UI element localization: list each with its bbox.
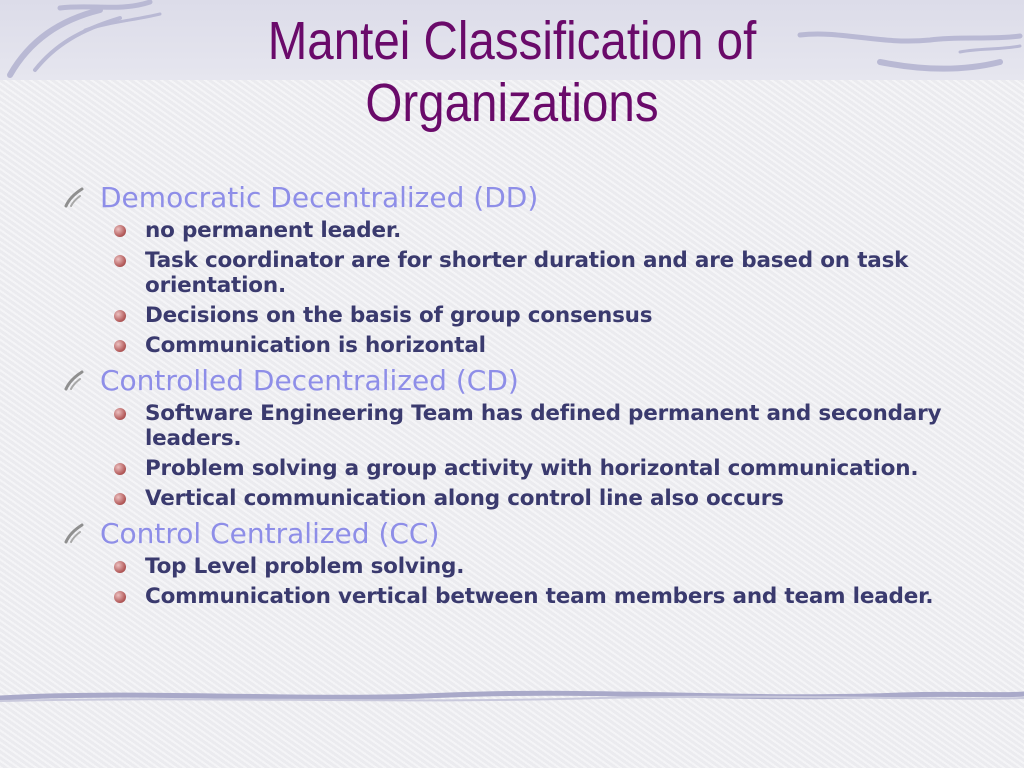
stroke-bullet-icon: [62, 369, 86, 393]
round-bullet-icon: [114, 463, 126, 475]
round-bullet-icon: [114, 408, 126, 420]
section-heading-cd: [58, 363, 978, 399]
list-item: Task coordinator are for shorter duration and are based on task orientation.: [58, 248, 978, 298]
round-bullet-icon: [114, 225, 126, 237]
slide-content: [58, 180, 978, 614]
round-bullet-icon: [114, 340, 126, 352]
decorative-swoosh-bottom: [0, 686, 1024, 710]
list-item: Decisions on the basis of group consensus: [58, 303, 978, 328]
section-heading-label: Control Centralized (CC): [100, 517, 440, 550]
list-item: Software Engineering Team has defined permanent and secondary leaders.: [58, 401, 978, 451]
list-item: Communication vertical between team members and team leader.: [58, 584, 978, 609]
round-bullet-icon: [114, 591, 126, 603]
round-bullet-icon: [114, 493, 126, 505]
list-item: Vertical communication along control line also occurs: [58, 486, 978, 511]
section-heading-dd: [58, 180, 978, 216]
section-heading-label: Controlled Decentralized (CD): [100, 364, 519, 397]
round-bullet-icon: [114, 561, 126, 573]
list-item: no permanent leader.: [58, 218, 978, 243]
slide-title: Mantei Classification of Organizations: [267, 11, 757, 133]
list-item: Problem solving a group activity with horizontal communication.: [58, 456, 978, 481]
stroke-bullet-icon: [62, 522, 86, 546]
list-item: Top Level problem solving.: [58, 554, 978, 579]
list-item: Communication is horizontal: [58, 333, 978, 358]
stroke-bullet-icon: [62, 186, 86, 210]
section-heading-cc: [58, 516, 978, 552]
round-bullet-icon: [114, 255, 126, 267]
round-bullet-icon: [114, 310, 126, 322]
section-heading-label: Democratic Decentralized (DD): [100, 181, 539, 214]
